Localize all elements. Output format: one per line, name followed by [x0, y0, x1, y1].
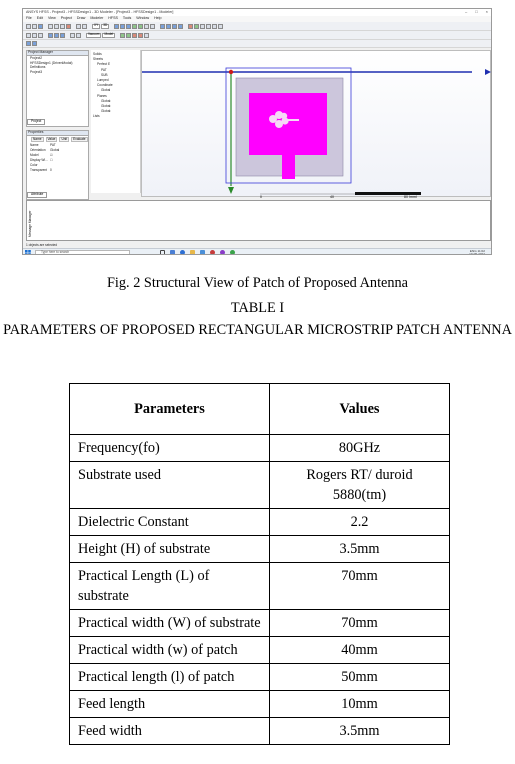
properties-column-header: Evaluate — [73, 137, 86, 141]
property-name: Model — [30, 153, 39, 157]
property-value[interactable]: Global — [50, 148, 60, 152]
tab-attribute[interactable]: Attribute — [27, 192, 47, 198]
model-tree-item[interactable]: Global: — [101, 98, 112, 103]
menu-item[interactable]: Window — [136, 16, 150, 21]
project-tree-item[interactable]: Definitions — [30, 65, 46, 69]
parameter-cell: Height (H) of substrate — [70, 536, 270, 563]
table-number: TABLE I — [230, 300, 285, 316]
copy-icon[interactable] — [54, 24, 59, 29]
draw-sphere-icon[interactable] — [126, 24, 131, 29]
header-values: Values — [270, 384, 450, 435]
table-row — [70, 610, 450, 637]
parameter-cell: Feed width — [70, 718, 270, 745]
menu-item[interactable]: Edit — [36, 16, 43, 21]
toolbar-view — [23, 40, 491, 48]
select-face-icon[interactable] — [32, 33, 37, 38]
menu-item[interactable]: Help — [154, 16, 162, 21]
parameter-cell: Practical width (W) of substrate — [70, 610, 270, 637]
parameter-cell: Substrate used — [70, 462, 270, 509]
menu-item[interactable]: File — [26, 16, 32, 21]
file-explorer-icon[interactable] — [190, 250, 195, 255]
maximize-icon[interactable]: □ — [475, 9, 478, 14]
property-name: Display Wi... — [30, 158, 48, 162]
parameter-cell: Dielectric Constant — [70, 509, 270, 536]
parameter-cell: Feed length — [70, 691, 270, 718]
feed-line — [282, 154, 295, 179]
model-tree-item[interactable]: SUB — [101, 72, 108, 77]
tray-language: ENG — [469, 249, 477, 253]
window-titlebar — [23, 9, 491, 16]
parameter-cell: Frequency(fo) — [70, 435, 270, 462]
properties-row[interactable] — [30, 169, 59, 174]
parameter-cell: Practical width (w) of patch — [70, 637, 270, 664]
view-front-icon[interactable] — [26, 41, 31, 46]
model-tree-item[interactable]: Planes — [97, 93, 107, 98]
model-tree-item[interactable]: Global — [101, 88, 111, 93]
model-tree-item[interactable]: Lumped — [97, 77, 109, 82]
model-tree-item[interactable]: Lists — [93, 114, 100, 119]
properties-column-header: Name — [33, 137, 42, 141]
property-name: Color — [30, 163, 38, 167]
mirror-icon[interactable] — [132, 33, 137, 38]
value-cell: 50mm — [270, 664, 450, 691]
parameters-table — [69, 383, 450, 745]
draw-box-icon[interactable] — [114, 24, 119, 29]
tray-date: 10-05-2022 — [469, 252, 485, 255]
project-manager-panel — [26, 50, 89, 127]
hfss-screenshot — [22, 8, 492, 255]
scale-label-40: 40 — [330, 195, 334, 198]
table-row — [70, 691, 450, 718]
properties-rows — [30, 144, 59, 174]
project-tree-item[interactable]: HFSSDesign1 (DrivenModal) — [30, 60, 73, 65]
window-title: ANSYS HFSS - Project3 - HFSSDesign1 - 3D Modeler - [Project3 - HFSSDesign1 - Modeler] — [26, 9, 174, 14]
window-controls — [465, 10, 488, 14]
scale-label-80: 80 (mm) — [404, 195, 418, 198]
model-tree-item[interactable]: Sheets — [93, 57, 103, 62]
excitation-icon[interactable] — [212, 24, 217, 29]
save-icon[interactable] — [38, 24, 43, 29]
message-manager-sidebar — [27, 201, 33, 241]
message-manager-label: Message Manager — [28, 210, 32, 237]
table-row — [70, 563, 450, 610]
mail-icon[interactable] — [200, 250, 205, 255]
model-tree-item[interactable]: Global: — [101, 109, 112, 114]
app-icon[interactable] — [220, 250, 225, 255]
minimize-icon[interactable]: – — [465, 9, 468, 14]
chamfer-icon[interactable] — [126, 33, 131, 38]
patch — [249, 93, 327, 155]
value-cell: 3.5mm — [270, 536, 450, 563]
fillet-icon[interactable] — [120, 33, 125, 38]
property-value[interactable]: ☑ — [50, 153, 53, 157]
table-header-row — [70, 384, 450, 435]
table-row — [70, 664, 450, 691]
chrome-icon[interactable] — [230, 250, 235, 255]
header-parameters: Parameters — [70, 384, 270, 435]
close-icon[interactable]: × — [485, 9, 488, 14]
table-row — [70, 509, 450, 536]
properties-columns — [31, 137, 88, 142]
axis-arrow-icon — [485, 69, 491, 75]
properties-panel — [26, 130, 89, 200]
rotate-icon[interactable] — [160, 24, 165, 29]
new-icon[interactable] — [26, 24, 31, 29]
y-axis-arrow-icon — [228, 187, 234, 194]
parameter-cell: Practical Length (L) of substrate — [70, 563, 270, 610]
scale-label-0: 0 — [260, 195, 262, 198]
delete-icon[interactable] — [66, 24, 71, 29]
draw-rectangle-icon[interactable] — [132, 24, 137, 29]
property-name: Orientation — [30, 148, 46, 152]
properties-column-header: Value — [47, 137, 56, 141]
properties-header: Properties — [27, 131, 88, 136]
field-overlay-icon[interactable] — [206, 24, 211, 29]
model-view — [142, 51, 492, 198]
value-cell: 80GHz — [270, 435, 450, 462]
toolbar-draw — [23, 31, 491, 40]
select-edge-icon[interactable] — [38, 33, 43, 38]
draw-line-icon[interactable] — [144, 24, 149, 29]
table-row — [70, 718, 450, 745]
zoom-icon[interactable] — [172, 24, 177, 29]
pan-icon[interactable] — [166, 24, 171, 29]
value-cell: 3.5mm — [270, 718, 450, 745]
property-value[interactable]: PAT — [50, 143, 56, 147]
results-icon[interactable] — [200, 24, 205, 29]
draw-polyline-icon[interactable] — [150, 24, 155, 29]
project-manager-header: Project Manager — [27, 51, 88, 56]
menu-item[interactable]: Project — [60, 16, 72, 21]
project-tree-item[interactable]: Project2 — [30, 56, 43, 60]
menu-item[interactable]: Draw — [76, 16, 86, 21]
model-tree-item[interactable]: Solids — [93, 52, 102, 56]
analyze-icon[interactable] — [194, 24, 199, 29]
value-cell: 70mm — [270, 563, 450, 610]
view-top-icon[interactable] — [32, 41, 37, 46]
cut-icon[interactable] — [48, 24, 53, 29]
taskbar-search-placeholder: Type here to search — [41, 249, 70, 254]
redo-icon[interactable] — [82, 24, 87, 29]
dimension-select[interactable]: 3D — [103, 23, 108, 28]
project-tree — [27, 56, 88, 76]
property-name: Transparent — [30, 168, 48, 172]
fit-all-icon[interactable] — [178, 24, 183, 29]
open-icon[interactable] — [32, 24, 37, 29]
taskbar-search[interactable] — [35, 250, 130, 256]
draw-cylinder-icon[interactable] — [120, 24, 125, 29]
paste-icon[interactable] — [60, 24, 65, 29]
message-manager-panel — [26, 200, 491, 241]
model-select[interactable]: Model — [104, 32, 114, 37]
table-body — [70, 435, 450, 745]
task-view-icon[interactable] — [160, 250, 165, 255]
menu-item[interactable]: View — [48, 16, 56, 21]
taskbar-apps — [160, 250, 235, 255]
menu-item[interactable]: Tools — [122, 16, 132, 21]
plane-select[interactable]: XY — [94, 23, 99, 28]
subtract-icon[interactable] — [54, 33, 59, 38]
intersect-icon[interactable] — [60, 33, 65, 38]
property-value[interactable]: ☐ — [50, 158, 53, 162]
validate-icon[interactable] — [188, 24, 193, 29]
menu-item[interactable]: Modeler — [90, 16, 104, 21]
model-tree-item[interactable]: Perfect E — [97, 62, 111, 67]
store-icon[interactable] — [170, 250, 175, 255]
property-name: Name — [30, 143, 39, 147]
duplicate-icon[interactable] — [144, 33, 149, 38]
draw-circle-icon[interactable] — [138, 24, 143, 29]
properties-column-header: Unit — [61, 137, 68, 141]
model-tree-item[interactable]: PAT — [101, 67, 107, 72]
windows-start-icon[interactable] — [25, 250, 31, 255]
property-value[interactable]: 0 — [50, 168, 52, 172]
value-cell: 2.2 — [270, 509, 450, 536]
ansys-icon[interactable] — [210, 250, 215, 255]
model-tree-item[interactable]: Global: — [101, 103, 112, 108]
modeler-canvas[interactable] — [141, 50, 491, 197]
model-tree-item[interactable]: Coordinate — [97, 83, 113, 88]
grid-icon[interactable] — [70, 33, 75, 38]
tab-project[interactable]: Project — [27, 119, 45, 125]
menu-item[interactable]: HFSS — [108, 16, 118, 21]
boundary-icon[interactable] — [218, 24, 223, 29]
system-tray[interactable] — [469, 250, 485, 255]
origin-marker-icon — [229, 70, 233, 74]
tray-time: 11:02 — [477, 249, 485, 253]
value-cell: 40mm — [270, 637, 450, 664]
table-row — [70, 637, 450, 664]
table-title: PARAMETERS OF PROPOSED RECTANGULAR MICROSTRIP PATCH ANTENNA — [3, 322, 512, 338]
value-cell: Rogers RT/ duroid 5880(tm) — [270, 462, 450, 509]
table-row — [70, 536, 450, 563]
select-object-icon[interactable] — [26, 33, 31, 38]
model-tree — [91, 50, 141, 193]
parameter-cell: Practical length (l) of patch — [70, 664, 270, 691]
edge-icon[interactable] — [180, 250, 185, 255]
status-text: 1 objects are selected — [26, 242, 58, 247]
material-select[interactable]: Vacuum — [88, 32, 100, 37]
figure-caption: Fig. 2 Structural View of Patch of Proposed Antenna — [106, 275, 409, 291]
table-row — [70, 435, 450, 462]
undo-icon[interactable] — [76, 24, 81, 29]
windows-taskbar — [23, 248, 491, 255]
value-cell: 70mm — [270, 610, 450, 637]
table-row — [70, 462, 450, 509]
unite-icon[interactable] — [48, 33, 53, 38]
project-tree-item[interactable]: Project3 — [30, 69, 43, 74]
toolbar-standard — [23, 22, 491, 31]
value-cell: 10mm — [270, 691, 450, 718]
move-icon[interactable] — [138, 33, 143, 38]
axis-icon[interactable] — [76, 33, 81, 38]
